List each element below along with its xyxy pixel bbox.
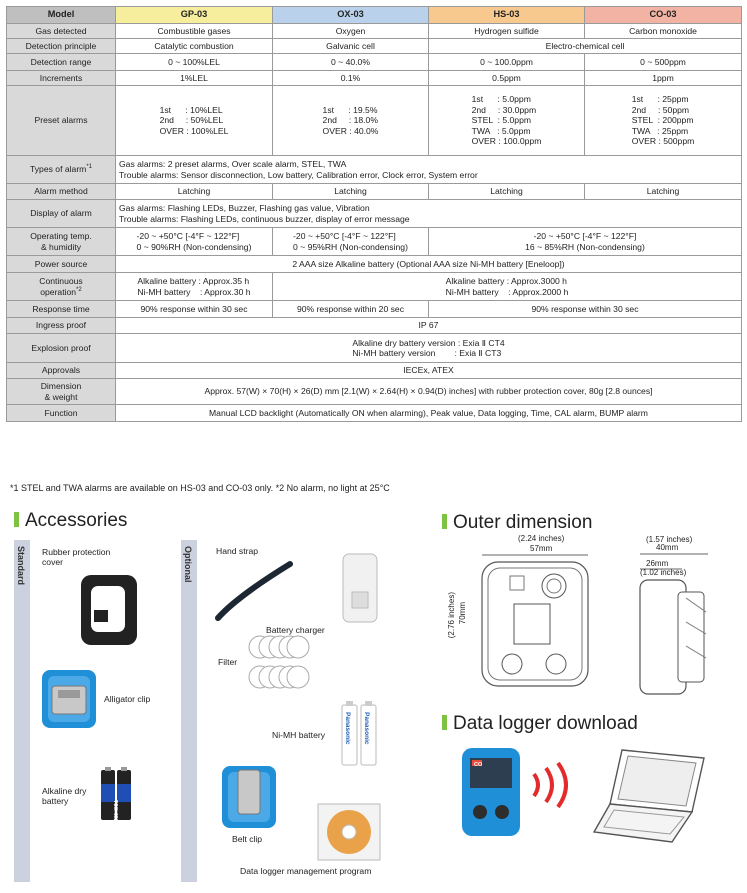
table-row	[7, 301, 742, 318]
table-cell: -20 ~ +50°C [-4°F ~ 122°F] 0 ~ 90%RH (Non-condensing)	[136, 231, 252, 252]
header-hs-03: HS-03	[429, 7, 585, 24]
width-mm-label: 57mm	[530, 544, 553, 553]
table-cell: 0 ~ 100.0ppm	[429, 54, 585, 71]
table-cell: 0 ~ 500ppm	[585, 54, 742, 71]
wireless-signal-icon	[528, 760, 586, 810]
gas-detector-label: CO	[474, 762, 483, 768]
table-cell: 0.1%	[273, 71, 429, 86]
row-label: Approvals	[7, 363, 116, 379]
header-model: Model	[7, 7, 116, 24]
table-cell: Alkaline dry battery version : Exia Ⅱ CT4 Ni-MH battery version : Exia Ⅱ CT3	[352, 337, 505, 358]
section-bar-icon	[442, 715, 447, 730]
battery-charger-label: Battery charger	[266, 625, 325, 635]
side-view-drawing	[626, 552, 714, 698]
section-bar-icon	[442, 514, 447, 529]
table-cell: Latching	[585, 184, 742, 200]
row-label: Detection range	[7, 54, 116, 71]
table-row	[7, 405, 742, 422]
battery-charger-icon	[340, 552, 380, 624]
table-cell: 90% response within 30 sec	[116, 301, 273, 318]
front-view-drawing	[470, 552, 600, 692]
height-mm-label: 70mm	[458, 602, 467, 625]
laptop-icon	[592, 746, 712, 846]
depth-inches-label: (1.57 inches)	[646, 535, 693, 544]
table-cell: Manual LCD backlight (Automatically ON when alarming), Peak value, Data logging, Time, CAL alarm, BUMP alarm	[116, 405, 742, 422]
table-cell: 1st : 19.5% 2nd : 18.0% OVER : 40.0%	[322, 104, 379, 136]
table-cell: Gas alarms: 2 preset alarms, Over scale alarm, STEL, TWA Trouble alarms: Sensor disconnection, Low battery, Calibration error, Clock error, System error	[116, 156, 742, 184]
row-label: Continuous operation$^{*2}$	[7, 273, 116, 301]
filter-label: Filter	[218, 657, 238, 667]
rubber-cover-label: Rubber protection cover	[42, 547, 111, 568]
nimh-battery-label: Ni-MH battery	[272, 730, 326, 740]
table-cell: 1st : 10%LEL 2nd : 50%LEL OVER : 100%LEL	[159, 104, 229, 136]
row-label: Display of alarm	[7, 200, 116, 228]
footnote: *1 STEL and TWA alarms are available on HS-03 and CO-03 only. *2 No alarm, no light at 25°C	[10, 483, 390, 493]
row-label: Detection principle	[7, 39, 116, 54]
table-cell: 0 ~ 40.0%	[273, 54, 429, 71]
table-row	[7, 363, 742, 379]
table-cell: 0 ~ 100%LEL	[116, 54, 273, 71]
table-row	[7, 200, 742, 228]
optional-label: Optional	[183, 546, 193, 583]
filter-icon	[246, 632, 310, 694]
table-row	[7, 318, 742, 334]
table-cell: Oxygen	[273, 24, 429, 39]
table-cell: 2 AAA size Alkaline battery (Optional AAA size Ni-MH battery [Eneloop])	[116, 256, 742, 273]
row-label: Increments	[7, 71, 116, 86]
table-row	[7, 39, 742, 54]
table-cell: -20 ~ +50°C [-4°F ~ 122°F] 16 ~ 85%RH (Non-condensing)	[525, 231, 645, 252]
software-label: Data logger management program	[240, 866, 372, 876]
height-inches-label: (2.76 inches)	[447, 592, 456, 639]
table-cell: Alkaline battery : Approx.35 h Ni-MH battery : Approx.30 h	[137, 276, 251, 297]
depth2-inches-label: (1.02 inches)	[640, 568, 687, 577]
nimh-battery-brand-left: Panasonic	[343, 712, 351, 745]
table-cell: Approx. 57(W) × 70(H) × 26(D) mm [2.1(W) × 2.64(H) × 0.94(D) inches] with rubber protection cover, 80g [2.8 ounces]	[116, 379, 742, 405]
row-label: Dimension & weight	[7, 379, 116, 405]
outer-dimension-title: Outer dimension	[442, 512, 592, 534]
standard-strip	[14, 540, 30, 882]
table-cell: Electro-chemical cell	[429, 39, 742, 54]
row-label: Function	[7, 405, 116, 422]
alligator-clip-label: Alligator clip	[104, 694, 151, 704]
row-label: Response time	[7, 301, 116, 318]
header-gp-03: GP-03	[116, 7, 273, 24]
table-cell: IP 67	[116, 318, 742, 334]
table-row	[7, 256, 742, 273]
row-label: Operating temp. & humidity	[7, 228, 116, 256]
table-cell: Latching	[429, 184, 585, 200]
table-row	[7, 379, 742, 405]
table-cell: Latching	[116, 184, 273, 200]
table-row	[7, 273, 742, 301]
table-cell: 90% response within 30 sec	[429, 301, 742, 318]
table-cell: Latching	[273, 184, 429, 200]
hand-strap-icon	[214, 560, 294, 622]
table-row	[7, 54, 742, 71]
table-cell: 1%LEL	[116, 71, 273, 86]
gas-detector-icon	[460, 746, 522, 838]
table-row	[7, 156, 742, 184]
table-row	[7, 24, 742, 39]
depth-mm-label: 40mm	[656, 543, 679, 552]
data-logger-title: Data logger download	[442, 713, 638, 735]
table-cell: 1st : 5.0ppm 2nd : 30.0ppm STEL : 5.0ppm TWA : 5.0ppm OVER : 100.0ppm	[471, 94, 542, 147]
table-row	[7, 71, 742, 86]
table-cell: -20 ~ +50°C [-4°F ~ 122°F] 0 ~ 95%RH (Non-condensing)	[293, 231, 408, 252]
standard-label: Standard	[16, 546, 26, 586]
table-cell: 1st : 25ppm 2nd : 50ppm STEL : 200ppm TWA : 25ppm OVER : 500ppm	[631, 94, 695, 147]
table-cell: IECEx, ATEX	[116, 363, 742, 379]
belt-clip-label: Belt clip	[232, 834, 263, 844]
table-cell: 90% response within 20 sec	[273, 301, 429, 318]
table-header-row	[7, 7, 742, 24]
alligator-clip-icon	[40, 668, 98, 730]
table-row	[7, 86, 742, 156]
table-cell: Combustible gases	[116, 24, 273, 39]
hand-strap-label: Hand strap	[216, 546, 259, 556]
table-row	[7, 334, 742, 363]
header-co-03: CO-03	[585, 7, 742, 24]
table-cell: Galvanic cell	[273, 39, 429, 54]
row-label: Alarm method	[7, 184, 116, 200]
header-ox-03: OX-03	[273, 7, 429, 24]
alkaline-battery-label: Alkaline dry battery	[42, 786, 87, 807]
row-label: Explosion proof	[7, 334, 116, 363]
rubber-cover-icon	[78, 572, 140, 648]
width-inches-label: (2.24 inches)	[518, 534, 565, 543]
section-bar-icon	[14, 512, 19, 527]
table-row	[7, 228, 742, 256]
nimh-battery-brand-right: Panasonic	[362, 712, 370, 745]
row-label: Gas detected	[7, 24, 116, 39]
table-cell: Alkaline battery : Approx.3000 h Ni-MH battery : Approx.2000 h	[445, 276, 569, 297]
spec-table	[6, 6, 742, 422]
alkaline-battery-brand: TOSHIBA	[112, 800, 118, 823]
depth2-mm-label: 26mm	[646, 559, 669, 568]
belt-clip-icon	[220, 764, 278, 830]
optional-strip	[181, 540, 197, 882]
software-cd-icon	[316, 802, 382, 862]
table-cell: Gas alarms: Flashing LEDs, Buzzer, Flashing gas value, Vibration Trouble alarms: Flashing LEDs, continuous buzzer, display of error message	[116, 200, 742, 228]
accessories-title: Accessories	[14, 510, 127, 532]
table-cell: Catalytic combustion	[116, 39, 273, 54]
row-label: Power source	[7, 256, 116, 273]
table-cell: Carbon monoxide	[585, 24, 742, 39]
row-label: Types of alarm$^{*1}$	[7, 156, 116, 184]
row-label: Preset alarms	[7, 86, 116, 156]
table-cell: 1ppm	[585, 71, 742, 86]
table-cell: 0.5ppm	[429, 71, 585, 86]
row-label: Ingress proof	[7, 318, 116, 334]
table-row	[7, 184, 742, 200]
table-cell: Hydrogen sulfide	[429, 24, 585, 39]
